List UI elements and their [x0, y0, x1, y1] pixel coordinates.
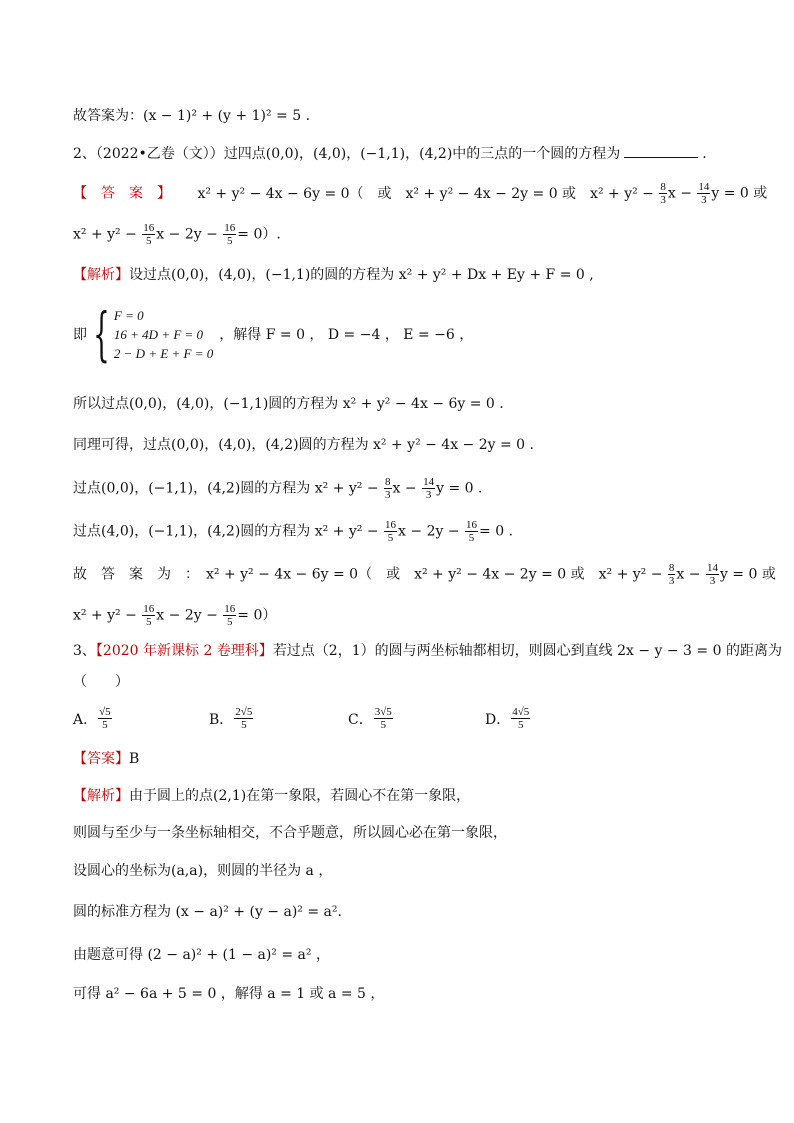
q3-analysis-line: 由题意可得 (2 − a)² + (1 − a)² = a² ，: [73, 947, 330, 963]
fraction: $\frac{√5}{5}$: [99, 706, 111, 731]
fraction: $\frac{4√5}{5}$: [512, 706, 530, 731]
final-answer-line-1: 故 答 案 为 ： x² + y² − 4x − 6y = 0（ 或 x² + y² − 4x − 2y = 0 或 x² + y² − $\frac{8}{3}$ x − $\frac{14}{3}$ y = 0 或: [73, 562, 776, 587]
question-text: 过四点(0,0)，(4,0)，(−1,1)，(4,2)中的三点的一个圆的方程为: [223, 146, 621, 162]
fraction: $\frac{16}{5}$: [224, 603, 236, 628]
question-number: 3、: [73, 643, 96, 659]
fraction: $\frac{2√5}{5}$: [235, 706, 253, 731]
solution-line: 过点(0,0)，(−1,1)，(4,2)圆的方程为 x² + y² − $\frac{8}{3}$ x − $\frac{14}{3}$ y = 0 .: [73, 476, 483, 501]
q3-analysis-line: 设圆心的坐标为(a,a)，则圆的半径为 a ，: [73, 863, 333, 879]
fraction: $\frac{8}{3}$: [660, 181, 666, 206]
equation-system: 即 { F = 0 16 + 4D + F = 0 2 − D + E + F = 0 ，解得 F = 0 ， D = −4 ， E = −6 ，: [73, 300, 474, 368]
fraction: $\frac{8}{3}$: [385, 476, 391, 501]
question-text: 若过点（2，1）的圆与两坐标轴都相切，则圆心到直线 2x − y − 3 = 0 的距离为: [272, 643, 782, 659]
q3-analysis-line: 圆的标准方程为 (x − a)² + (y − a)² = a².: [73, 904, 342, 920]
question-source: （2022•乙卷（文））: [95, 146, 224, 162]
analysis-tag: 【解析】: [73, 267, 129, 283]
fraction: $\frac{16}{5}$: [385, 519, 397, 544]
answer-tag: 【答案】: [73, 751, 129, 767]
left-brace-icon: {: [93, 300, 110, 368]
option-b: B． $\frac{2√5}{5}$: [209, 706, 253, 731]
answer-tag: 【 答 案 】: [73, 185, 171, 202]
fraction: $\frac{16}{5}$: [143, 603, 155, 628]
solution-line: 所以过点(0,0)，(4,0)，(−1,1)圆的方程为 x² + y² − 4x − 6y = 0 .: [73, 396, 504, 412]
q3-answer: 【答案】B: [73, 751, 140, 767]
solution-line: 过点(4,0)，(−1,1)，(4,2)圆的方程为 x² + y² − $\frac{16}{5}$ x − 2y − $\frac{16}{5}$ = 0 .: [73, 519, 514, 544]
fraction: $\frac{14}{3}$: [706, 562, 718, 587]
question-number: 2、: [73, 146, 96, 162]
fraction: $\frac{8}{3}$: [668, 562, 675, 587]
fraction: $\frac{14}{3}$: [698, 181, 710, 206]
fraction: $\frac{14}{3}$: [423, 476, 435, 501]
solution-line: 同理可得，过点(0,0)，(4,0)，(4,2)圆的方程为 x² + y² − 4x − 2y = 0 .: [73, 437, 534, 453]
fraction: $\frac{16}{5}$: [466, 519, 478, 544]
q3-analysis-line: 则圆与至少与一条坐标轴相交，不合乎题意，所以圆心必在第一象限，: [73, 825, 507, 841]
fraction: $\frac{3√5}{5}$: [374, 706, 392, 731]
question-3: [73, 642, 782, 660]
analysis-line: 【解析】设过点(0,0)，(4,0)，(−1,1)的圆的方程为 x² + y² + Dx + Ey + F = 0 ,: [73, 267, 594, 283]
answer-line-2: x² + y² − $\frac{16}{5}$ x − 2y − $\frac{16}{5}$ = 0）.: [73, 222, 281, 247]
prev-answer-line: 故答案为：(x − 1)² + (y + 1)² = 5 .: [73, 108, 311, 124]
option-d: D． $\frac{4√5}{5}$: [485, 706, 530, 731]
answer-blank: [624, 145, 698, 158]
q3-analysis-line: 可得 a² − 6a + 5 = 0 ，解得 a = 1 或 a = 5 ，: [73, 986, 385, 1002]
q3-analysis-line: 【解析】由于圆上的点(2,1)在第一象限，若圆心不在第一象限，: [73, 788, 471, 804]
option-a: A． $\frac{√5}{5}$: [73, 706, 111, 731]
question-source: 【2020 年新课标 2 卷理科】: [95, 643, 273, 659]
system-rows: F = 0 16 + 4D + F = 0 2 − D + E + F = 0: [113, 307, 214, 361]
option-c: C． $\frac{3√5}{5}$: [348, 706, 392, 731]
analysis-tag: 【解析】: [73, 788, 129, 804]
question-paren: （ ）: [73, 674, 129, 690]
fraction: $\frac{16}{5}$: [224, 222, 236, 247]
answer-line-1: 【 答 案 】 x² + y² − 4x − 6y = 0（ 或 x² + y² − 4x − 2y = 0 或 x² + y² − $\frac{8}{3}$ x − $\frac{14}{3}$ y = 0 或: [73, 181, 768, 206]
fraction: $\frac{16}{5}$: [143, 222, 155, 247]
question-2: 2、（2022•乙卷（文））过四点(0,0)，(4,0)，(−1,1)，(4,2)中的三点的一个圆的方程为 .: [73, 146, 707, 162]
final-answer-line-2: x² + y² − $\frac{16}{5}$ x − 2y − $\frac{16}{5}$ = 0）: [73, 603, 277, 628]
